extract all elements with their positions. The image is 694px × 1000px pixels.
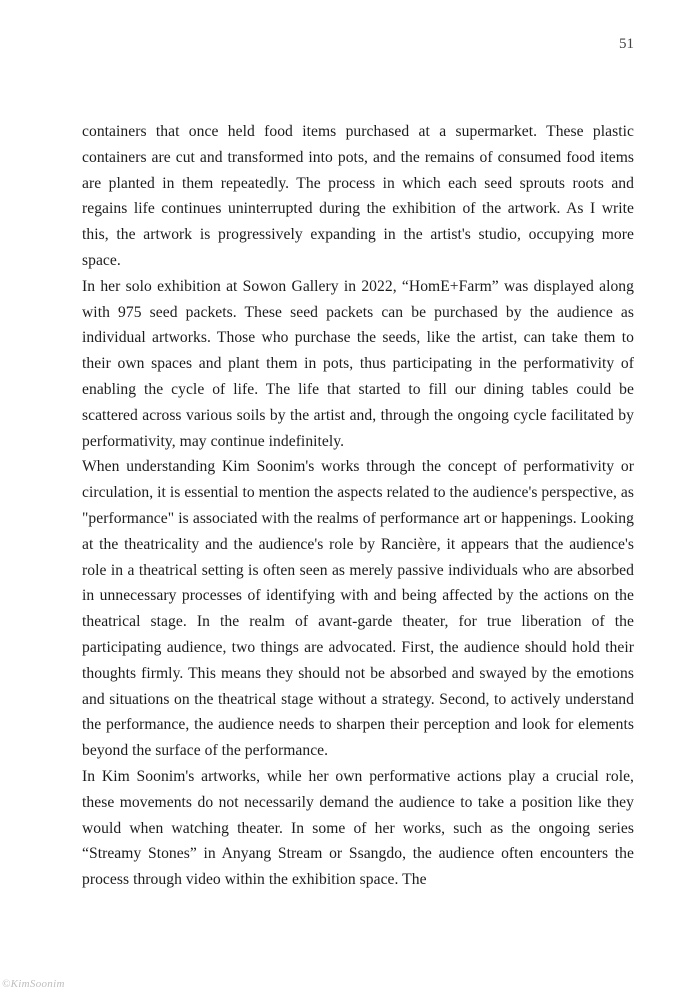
paragraph-4: In Kim Soonim's artworks, while her own performative actions play a crucial role, these movements do not necessarily demand the audience to take a position like they would when watching theater. In some of her works, such as the ongoing series “Streamy Stones” in Anyang Stream or Ssangdo, the audience often encounters the process through video within the exhibition space. The [82, 767, 634, 889]
paragraph-2: In her solo exhibition at Sowon Gallery in 2022, “HomE+Farm” was displayed along with 975 seed packets. These seed packets can be purchased by the audience as individual artworks. Those who purchase the seeds, like the artist, can take them to their own spaces and plant them in pots, thus participating in the performativity of enabling the cycle of life. The life that started to fill our dining tables could be scattered across various soils by the artist and, through the ongoing cycle facilitated by performativity, may continue indefinitely. [82, 277, 634, 450]
page-number: 51 [619, 36, 634, 52]
copyright-watermark: ©KimSoonim [2, 978, 65, 990]
body-text [82, 119, 634, 893]
paragraph-1: containers that once held food items purchased at a supermarket. These plastic containers are cut and transformed into pots, and the remains of consumed food items are planted in them repeatedly. The process in which each seed sprouts roots and regains life continues uninterrupted during the exhibition of the artwork. As I write this, the artwork is progressively expanding in the artist's studio, occupying more space. [82, 123, 634, 269]
paragraph-3: When understanding Kim Soonim's works through the concept of performativity or circulation, it is essential to mention the aspects related to the audience's perspective, as "performance" is associated with the realms of performance art or happenings. Looking at the theatricality and the audience's role by Rancière, it appears that the audience's role in a theatrical setting is often seen as merely passive individuals who are absorbed in unnecessary processes of identifying with and being affected by the actions on the theatrical stage. In the realm of avant-garde theater, for true liberation of the participating audience, two things are advocated. First, the audience should hold their thoughts firmly. This means they should not be absorbed and swayed by the emotions and situations on the theatrical stage without a strategy. Second, to actively understand the performance, the audience needs to sharpen their perception and look for elements beyond the surface of the performance. [82, 458, 634, 760]
